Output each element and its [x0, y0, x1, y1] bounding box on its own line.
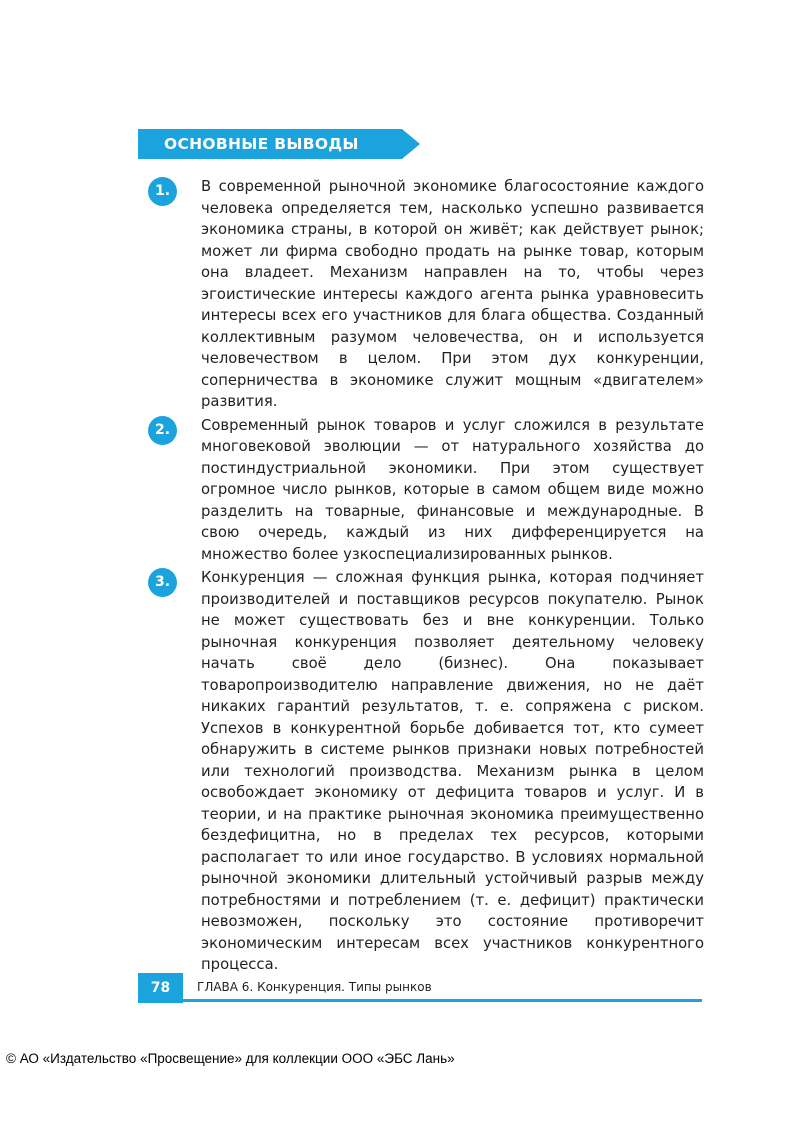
item-number-badge: 3.: [148, 568, 177, 597]
section-banner: [138, 129, 420, 159]
page-number-box: [138, 973, 183, 1003]
list-item: [148, 567, 704, 976]
section-title: ОСНОВНЫЕ ВЫВОДЫ: [164, 135, 359, 153]
list-item: [148, 415, 704, 566]
list-item: [148, 176, 704, 413]
conclusions-list: [148, 176, 704, 978]
item-text: Конкуренция — сложная функция рынка, которая подчиняет производителей и поставщиков ресурсов покупателю. Рынок не может существовать без и вне конкуренции. Только рыночная конкуренция позволяет деятельному человеку начать своё дело (бизнес). Она показывает товаропроизводителю направление движения, но не даёт никаких гарантий результатов, т. е. сопряжена с риском. Успехов в конкурентной борьбе добивается тот, кто сумеет обнаружить в системе рынков признаки новых потребностей или технологий производства. Механизм рынка в целом освобождает экономику от дефицита товаров и услуг. И в теории, и на практике рыночная экономика преимущественно бездефицитна, но в пределах тех ресурсов, которыми располагает то или иное государство. В условиях нормальной рыночной экономики длительный устойчивый разрыв между потребностями и потреблением (т. е. дефицит) практически невозможен, поскольку это состояние противоречит экономическим интересам всех участников конкурентного процесса.: [201, 569, 704, 973]
footer-rule: [138, 999, 702, 1002]
running-footer-chapter: ГЛАВА 6. Конкуренция. Типы рынков: [197, 980, 432, 994]
item-number-badge: 1.: [148, 177, 177, 206]
item-text: Современный рынок товаров и услуг сложился в результате многовековой эволюции — от натурального хозяйства до постиндустриальной экономики. При этом существует огромное число рынков, которые в самом общем виде можно разделить на товарные, финансовые и международные. В свою очередь, каждый из них дифференцируется на множество более узкоспециализированных рынков.: [201, 416, 704, 563]
copyright-notice: © АО «Издательство «Просвещение» для коллекции ООО «ЭБС Лань»: [6, 1051, 455, 1066]
item-text: В современной рыночной экономике благосостояние каждого человека определяется тем, насколько успешно развивается экономика страны, в которой он живёт; как действует рынок; может ли фирма свободно продать на рынке товар, которым она владеет. Механизм направлен на то, чтобы через эгоистические интересы каждого агента рынка уравновесить интересы всех его участников для блага общества. Созданный коллективным разумом человечества, он и используется человечеством в целом. При этом дух конкуренции, соперничества в экономике служит мощным «двигателем» развития.: [201, 178, 704, 410]
item-number-badge: 2.: [148, 416, 177, 445]
page-number: 78: [150, 980, 171, 996]
